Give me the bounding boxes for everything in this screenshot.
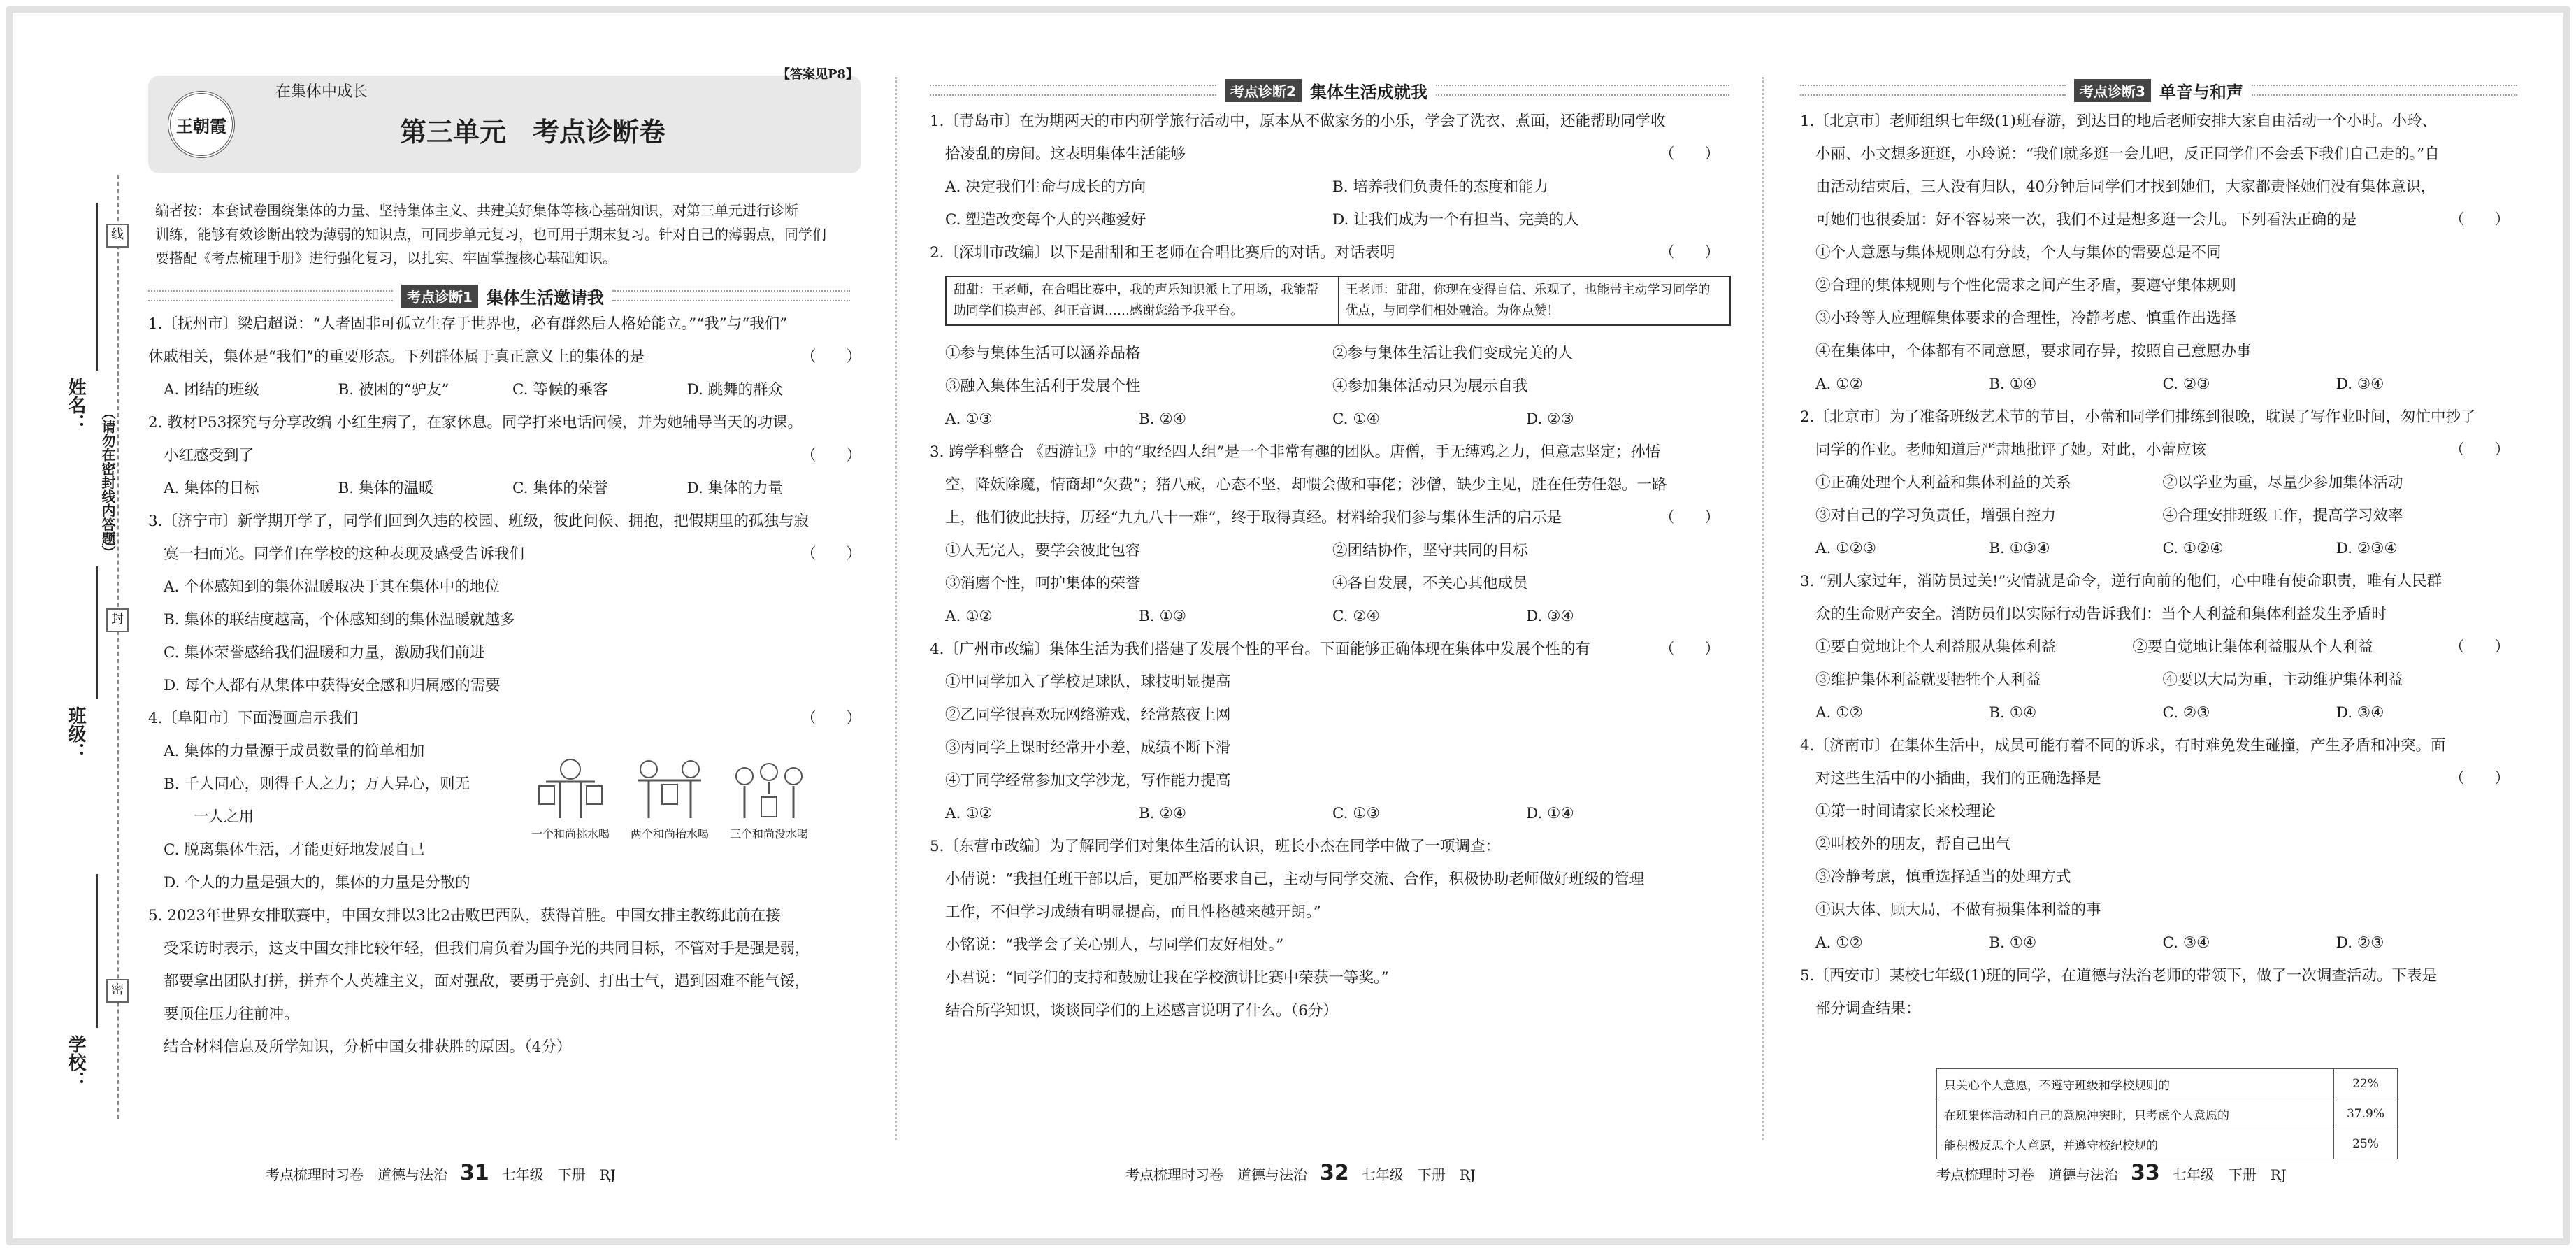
question-text: 1.〔抚州市〕梁启超说：“人者固非可孤立生存于世界也，必有群然后人格始能立。”“我”与“我们” [148, 315, 788, 333]
question-text: 1.〔青岛市〕在为期两天的市内研学旅行活动中，原本从不做家务的小乐，学会了洗衣、煮面，还能帮助同学收 [930, 113, 1666, 130]
answer-option[interactable]: C. ③④ [2162, 934, 2210, 952]
column-divider [895, 77, 897, 1140]
answer-options [930, 567, 1720, 600]
question-text: 受采访时表示，这支中国女排比较年轻，但我们肩负着为国争光的共同目标，不管对手是强是弱， [164, 940, 810, 957]
question-line [1800, 828, 2510, 861]
answer-option[interactable]: A. 团结的班级 [164, 381, 259, 399]
question-line [930, 962, 1720, 994]
question-text: 拾凌乱的房间。这表明集体生活能够 [945, 145, 1186, 163]
answer-option[interactable]: ②以学业为重，尽量少参加集体活动 [2162, 474, 2403, 492]
question-text: 2. 教材P53探究与分享改编 小红生病了，在家休息。同学打来电话问候，并为她辅导当天的功课。 [148, 414, 803, 431]
question-line [930, 138, 1720, 171]
question-text: B. 集体的联结度越高，个体感知到的集体温暖就越多 [164, 611, 515, 629]
page-number: 32 [1320, 1161, 1349, 1185]
question-text: A. 个体感知到的集体温暖取决于其在集体中的地位 [164, 578, 500, 596]
column-divider [1762, 77, 1764, 1140]
question-text: 寞一扫而光。同学们在学校的这种表现及感受告诉我们 [164, 545, 525, 563]
question-text: 4.〔济南市〕在集体生活中，成员可能有着不同的诉求，有时难免发生碰撞，产生矛盾和冲突。面 [1800, 737, 2446, 755]
answer-option[interactable]: ③对自己的学习负责任，增强自控力 [1815, 507, 2057, 524]
question-line [1800, 762, 2510, 795]
seal-mark-mi: 密 [106, 979, 129, 1003]
answer-options [930, 171, 1720, 203]
question-line [930, 994, 1720, 1027]
survey-item: 能积极反思个人意愿，并遵守校纪校规的 [1937, 1129, 2334, 1159]
answer-option[interactable]: ③消磨个性，呵护集体的荣誉 [945, 575, 1141, 592]
seal-mark-feng: 封 [106, 608, 129, 632]
answer-option[interactable]: B. 培养我们负责任的态度和能力 [1332, 178, 1548, 196]
survey-item: 在班集体活动和自己的意愿冲突时，只考虑个人意愿的 [1937, 1099, 2334, 1129]
question-text: ①甲同学加入了学校足球队，球技明显提高 [945, 673, 1231, 691]
answer-options [930, 203, 1720, 236]
question-line [930, 236, 1720, 269]
answer-bracket[interactable]: （ ） [800, 348, 861, 366]
question-text: ②叫校外的朋友，帮自己出气 [1815, 836, 2011, 853]
question-line [930, 863, 1720, 896]
answer-option[interactable]: A. ①② [1815, 376, 1863, 393]
survey-value: 37.9% [2334, 1099, 2398, 1129]
page-footer-32: 考点梳理时习卷 道德与法治 32 七年级 下册 RJ [1125, 1161, 1476, 1185]
question-line [1800, 894, 2510, 927]
question-line [148, 538, 861, 571]
question-text: D. 个人的力量是强大的，集体的力量是分散的 [164, 874, 470, 892]
answer-options [930, 797, 1720, 830]
answer-option[interactable]: ④合理安排班级工作，提高学习效率 [2162, 507, 2403, 524]
question-line [148, 636, 861, 669]
answer-option[interactable]: ③维护集体利益就要牺牲个人利益 [1815, 671, 2041, 689]
question-text: 3. “别人家过年，消防员过关!”灾情就是命令，逆行向前的他们，心中唯有使命职责，唯有人民群 [1800, 573, 2442, 590]
answer-option[interactable]: ①正确处理个人利益和集体利益的关系 [1815, 474, 2071, 492]
question-text: 小铭说：“我学会了关心别人，与同学们友好相处。” [945, 936, 1284, 954]
answer-option[interactable]: A. ①② [1815, 934, 1863, 952]
answer-option[interactable]: ①要自觉地让个人利益服从集体利益 [1815, 638, 2057, 656]
answer-option[interactable]: C. ①④ [1332, 410, 1380, 428]
answer-bracket[interactable]: （ ） [2449, 638, 2510, 656]
table-row [1937, 1129, 2398, 1159]
question-line [1800, 434, 2510, 466]
answer-options [930, 600, 1720, 633]
answer-option[interactable]: D. 让我们成为一个有担当、完美的人 [1332, 211, 1579, 229]
question-line [1800, 335, 2510, 368]
question-line [930, 830, 1720, 863]
answer-options [930, 534, 1720, 567]
answer-bracket[interactable]: （ ） [800, 545, 861, 563]
answer-option[interactable]: B. ①④ [1989, 376, 2037, 393]
seal-mark-xian: 线 [106, 224, 129, 248]
question-text: B. 千人同心，则得千人之力；万人异心，则无 [164, 775, 470, 793]
survey-body [1937, 1069, 2398, 1159]
question-text: C. 集体荣誉感给我们温暖和力量，激励我们前进 [164, 644, 485, 662]
answer-option[interactable]: D. ③④ [2336, 704, 2384, 722]
question-text: ①第一时间请家长来校理论 [1815, 803, 1996, 820]
question-line [1800, 598, 2510, 631]
question-line [148, 899, 861, 932]
question-line [930, 105, 1720, 138]
question-line [148, 505, 861, 538]
class-label: 班级： [65, 706, 86, 761]
cartoon-caption: 三个和尚没水喝 [730, 827, 809, 841]
seal-note: （请勿在密封线内答题） [99, 406, 116, 559]
question-line [148, 308, 861, 341]
question-text: ②合理的集体规则与个性化需求之间产生矛盾，要遵守集体规则 [1815, 277, 2237, 294]
question-line [1800, 105, 2510, 138]
answer-option[interactable]: A. ①② [945, 608, 993, 625]
answer-option[interactable]: ②参与集体生活让我们变成完美的人 [1332, 345, 1574, 362]
answer-bracket[interactable]: （ ） [800, 447, 861, 464]
answer-bracket[interactable]: （ ） [2449, 770, 2510, 787]
page-footer-33: 考点梳理时习卷 道德与法治 33 七年级 下册 RJ [1936, 1161, 2287, 1185]
question-text: 4.〔广州市改编〕集体生活为我们搭建了发展个性的平台。下面能够正确体现在集体中发展个性的有 [930, 641, 1591, 658]
question-text: 工作，不但学习成绩有明显提高，而且性格越来越开朗。” [945, 903, 1321, 921]
survey-value: 22% [2334, 1069, 2398, 1099]
answer-option[interactable]: C. 塑造改变每个人的兴趣爱好 [945, 211, 1146, 229]
question-line [148, 932, 861, 965]
answer-option[interactable]: B. 被困的“驴友” [338, 381, 449, 399]
name-label: 姓名： [65, 378, 86, 432]
answer-option[interactable]: C. ②④ [1332, 608, 1380, 625]
question-text: 一人之用 [164, 808, 254, 826]
answer-option[interactable]: B. ①④ [1989, 934, 2037, 952]
question-line [930, 501, 1720, 534]
question-line [1800, 795, 2510, 828]
question-text: 5.〔东营市改编〕为了解同学们对集体生活的认识，班长小杰在同学中做了一项调查： [930, 838, 1501, 855]
question-text: 5.〔西安市〕某校七年级(1)班的同学，在道德与法治老师的带领下，做了一次调查活动。下表是 [1800, 967, 2437, 985]
question-text: 结合材料信息及所学知识，分析中国女排获胜的原因。（4分） [164, 1038, 572, 1056]
answer-option[interactable]: D. ①④ [1526, 805, 1574, 822]
question-line [148, 965, 861, 998]
question-text: D. 每个人都有从集体中获得安全感和归属感的需要 [164, 677, 501, 694]
answer-option[interactable]: C. ①③ [1332, 805, 1380, 822]
answer-option[interactable]: D. ③④ [2336, 376, 2384, 393]
class-blank[interactable] [96, 566, 98, 699]
section-header-2: 考点诊断2 集体生活成就我 [930, 80, 1729, 101]
answer-options [1800, 532, 2510, 565]
question-line [930, 699, 1720, 731]
answer-option[interactable]: B. ②④ [1139, 805, 1187, 822]
question-text: A. 集体的力量源于成员数量的简单相加 [164, 743, 425, 760]
survey-table [1936, 1068, 2398, 1159]
answer-options [1800, 696, 2510, 729]
answer-options [1800, 368, 2510, 401]
question-text: ②乙同学很喜欢玩网络游戏，经常熬夜上网 [945, 706, 1231, 724]
question-text: 对这些生活中的小插曲，我们的正确选择是 [1815, 770, 2101, 787]
name-blank[interactable] [96, 203, 98, 371]
question-text: 1.〔北京市〕老师组织七年级(1)班春游，到达目的地后老师安排大家自由活动一个小时。小玲、 [1800, 113, 2437, 130]
question-text: ③冷静考虑，慎重选择适当的处理方式 [1815, 868, 2071, 886]
question-text: C. 脱离集体生活，才能更好地发展自己 [164, 841, 425, 859]
cartoon-caption: 两个和尚抬水喝 [631, 827, 710, 841]
table-row [1937, 1099, 2398, 1129]
answer-option[interactable]: D. ③④ [1526, 608, 1574, 625]
answer-bracket[interactable]: （ ） [1659, 145, 1720, 163]
monk-cartoon [531, 748, 808, 841]
answer-option[interactable]: ③融入集体生活利于发展个性 [945, 378, 1141, 395]
answer-option[interactable]: B. ①④ [1989, 704, 2037, 722]
survey-item: 只关心个人意愿，不遵守班级和学校规则的 [1937, 1069, 2334, 1099]
dialogue-box [945, 276, 1731, 326]
question-line [1800, 992, 2510, 1025]
answer-option[interactable]: A. 决定我们生命与成长的方向 [945, 178, 1146, 196]
question-line [1800, 171, 2510, 203]
page-footer-31: 考点梳理时习卷 道德与法治 31 七年级 下册 RJ [266, 1161, 616, 1185]
answer-option[interactable]: ④各自发展，不关心其他成员 [1332, 575, 1528, 592]
answer-option[interactable]: D. 集体的力量 [686, 480, 784, 497]
question-text: ③小玲等人应理解集体要求的合理性，冷静考虑、慎重作出选择 [1815, 310, 2237, 327]
page-number: 31 [460, 1161, 489, 1185]
answer-options [930, 337, 1720, 370]
question-line [148, 571, 861, 603]
question-line [148, 341, 861, 373]
question-text: 可她们也很委屈：好不容易来一次，我们不过是想多逛一会儿。下列看法正确的是 [1815, 211, 2357, 229]
answer-bracket[interactable]: （ ） [1659, 641, 1720, 658]
questions-column-3 [1800, 105, 2510, 1025]
answer-option[interactable]: C. 等候的乘客 [512, 381, 608, 399]
seal-sidebar [63, 175, 124, 1119]
question-line [930, 896, 1720, 929]
question-line [930, 929, 1720, 962]
answer-option[interactable]: B. 集体的温暖 [338, 480, 434, 497]
answer-options [1800, 927, 2510, 959]
answer-options [148, 472, 861, 505]
cartoon-panel [531, 748, 610, 841]
question-line [930, 633, 1720, 666]
question-text: ④识大体、顾大局，不做有损集体利益的事 [1815, 901, 2101, 919]
question-line [1800, 401, 2510, 434]
answer-option[interactable]: C. 集体的荣誉 [512, 480, 608, 497]
question-line [1800, 236, 2510, 269]
question-text: 要顶住压力往前冲。 [164, 1006, 299, 1023]
question-text: ③丙同学上课时经常开小差，成绩不断下滑 [945, 739, 1231, 757]
question-line [148, 866, 861, 899]
question-text: 部分调查结果： [1815, 1000, 1921, 1017]
question-line [148, 603, 861, 636]
question-text: 2.〔深圳市改编〕以下是甜甜和王老师在合唱比赛后的对话。对话表明 [930, 244, 1395, 262]
question-line [1800, 138, 2510, 171]
question-text: 众的生命财产安全。消防员们以实际行动告诉我们：当个人利益和集体利益发生矛盾时 [1815, 606, 2387, 623]
answer-option[interactable]: ②要自觉地让集体利益服从个人利益 [2132, 638, 2373, 656]
questions-column-2a [930, 105, 1720, 269]
question-text: 休戚相关，集体是“我们”的重要形态。下列群体属于真正意义上的集体的是 [148, 348, 645, 366]
question-line [1800, 729, 2510, 762]
question-text: 由活动结束后，三人没有归队，40分钟后同学们才找到她们，大家都责怪她们没有集体意识， [1815, 178, 2436, 196]
answer-option[interactable]: A. ①②③ [1815, 540, 1877, 557]
question-text: 小君说：“同学们的支持和鼓励让我在学校演讲比赛中荣获一等奖。” [945, 969, 1389, 987]
question-line [148, 702, 861, 735]
school-blank[interactable] [96, 874, 98, 1028]
cartoon-caption: 一个和尚挑水喝 [531, 827, 610, 841]
question-line [1800, 302, 2510, 335]
editor-note: 编者按：本套试卷围绕集体的力量、坚持集体主义、共建美好集体等核心基础知识，对第三单元进行诊断 训练，能够有效诊断出较为薄弱的知识点，可同步单元复习，也可用于期末复习。针对自己的薄弱点，同学们 要搭配《考点梳理手册》进行强化复习，以扎实、牢固掌握核心基础知识。 [155, 202, 826, 266]
cartoon-panel [631, 748, 709, 841]
answer-bracket[interactable]: （ ） [1659, 244, 1720, 262]
answer-option[interactable]: C. ②③ [2162, 704, 2210, 722]
question-text: 5. 2023年世界女排联赛中，中国女排以3比2击败巴西队，获得首胜。中国女排主教练此前在接 [148, 907, 781, 924]
answer-options [148, 373, 861, 406]
questions-column-2b [930, 337, 1720, 1027]
question-line [1800, 861, 2510, 894]
question-text: 同学的作业。老师知道后严肃地批评了她。对此，小蕾应该 [1815, 441, 2207, 459]
answer-options [1800, 466, 2510, 499]
answer-bracket[interactable]: （ ） [800, 710, 861, 727]
unit-name: 在集体中成长 [275, 83, 368, 101]
question-line [1800, 565, 2510, 598]
answer-bracket[interactable]: （ ） [1659, 509, 1720, 527]
answer-options [1800, 631, 2449, 664]
answer-option[interactable]: D. 跳舞的群众 [686, 381, 784, 399]
answer-option[interactable]: A. ①② [945, 805, 993, 822]
question-line [930, 666, 1720, 699]
answer-option[interactable]: ④参加集体活动只为展示自我 [1332, 378, 1528, 395]
answer-option[interactable]: A. ①② [1815, 704, 1863, 722]
answer-options [930, 403, 1720, 436]
question-line [148, 1031, 861, 1064]
question-line [930, 436, 1720, 469]
question-line [148, 406, 861, 439]
question-line [930, 469, 1720, 501]
question-text: 3.〔济宁市〕新学期开学了，同学们回到久违的校园、班级，彼此问候、拥抱，把假期里的孤独与寂 [148, 513, 810, 530]
answer-option[interactable]: C. ②③ [2162, 376, 2210, 393]
question-text: 2.〔北京市〕为了准备班级艺术节的节目，小蕾和同学们排练到很晚，耽误了写作业时间，匆忙中抄了 [1800, 408, 2476, 426]
questions-column-1 [148, 308, 861, 1064]
answer-option[interactable]: A. ①③ [945, 410, 993, 428]
answer-option[interactable]: B. ②④ [1139, 410, 1187, 428]
question-text: 小红感受到了 [164, 447, 254, 464]
answer-option[interactable]: ②团结协作，坚守共同的目标 [1332, 542, 1528, 559]
question-text: 空，降妖除魔，情商却“欠费”；猪八戒，心态不坚，却惯会做和事佬；沙僧，缺少主见，胜在任劳任怨。一路 [945, 476, 1667, 494]
question-text: 都要拿出团队打拼，拼弃个人英雄主义，面对强敌，要勇于亮剑、打出士气，遇到困难不能气馁， [164, 973, 810, 990]
question-text: 结合所学知识，谈谈同学们的上述感言说明了什么。（6分） [945, 1002, 1338, 1020]
answer-option[interactable]: A. 集体的目标 [164, 480, 259, 497]
answer-options [1800, 499, 2510, 532]
answer-options [1800, 664, 2510, 696]
answer-bracket[interactable]: （ ） [2449, 211, 2510, 229]
table-row [1937, 1069, 2398, 1099]
seal-line [117, 175, 119, 1119]
question-line [1800, 203, 2510, 236]
question-text: 3. 跨学科整合 《西游记》中的“取经四人组”是一个非常有趣的团队。唐僧，手无缚鸡之力，但意志坚定；孙悟 [930, 443, 1661, 461]
question-line [930, 764, 1720, 797]
question-text: 上，他们彼此扶持，历经“九九八十一难”，终于取得真经。材料给我们参与集体生活的启示是 [945, 509, 1562, 527]
question-line [1800, 959, 2510, 992]
question-text: 小倩说：“我担任班干部以后，更加严格要求自己，主动与同学交流、合作，积极协助老师做好班级的管理 [945, 871, 1644, 888]
school-label: 学校： [65, 1035, 86, 1089]
answer-option[interactable]: ④要以大局为重，主动维护集体利益 [2162, 671, 2403, 689]
question-line [148, 669, 861, 702]
question-line [1800, 269, 2510, 302]
answer-option[interactable]: D. ②③④ [2336, 540, 2398, 557]
survey-value: 25% [2334, 1129, 2398, 1159]
answer-option[interactable]: B. ①③ [1139, 608, 1187, 625]
question-text: ①个人意愿与集体规则总有分歧，个人与集体的需要总是不同 [1815, 244, 2222, 262]
section-header-1: 考点诊断1 集体生活邀请我 [148, 285, 850, 306]
publisher-logo: 王朝霞 [168, 91, 235, 158]
question-line [148, 439, 861, 472]
question-line [930, 731, 1720, 764]
section-header-3: 考点诊断3 单音与和声 [1800, 80, 2517, 101]
answer-reference: 【答案见P8】 [777, 67, 859, 82]
question-text: 4.〔阜阳市〕下面漫画启示我们 [148, 710, 359, 727]
question-text: ④在集体中，个体都有不同意愿，要求同存异，按照自己意愿办事 [1815, 343, 2252, 360]
answer-option[interactable]: ①参与集体生活可以涵养品格 [945, 345, 1141, 362]
question-text: 小丽、小文想多逛逛，小玲说：“我们就多逛一会儿吧，反正同学们不会丢下我们自己走的。”自 [1815, 145, 2440, 163]
answer-option[interactable]: D. ②③ [1526, 410, 1574, 428]
answer-bracket[interactable]: （ ） [2449, 441, 2510, 459]
answer-option[interactable]: ①人无完人，要学会彼此包容 [945, 542, 1141, 559]
page-title: 第三单元 考点诊断卷 [400, 117, 666, 148]
dialogue-tiantian: 甜甜：王老师，在合唱比赛中，我的声乐知识派上了用场，我能帮助同学们换声部、纠正音调……感谢您给予我平台。 [954, 283, 1318, 318]
answer-option[interactable]: D. ②③ [2336, 934, 2384, 952]
page-number: 33 [2131, 1161, 2160, 1185]
question-text: ④丁同学经常参加文学沙龙，写作能力提高 [945, 772, 1231, 789]
answer-option[interactable]: C. ①②④ [2162, 540, 2224, 557]
dialogue-teacher: 王老师：甜甜，你现在变得自信、乐观了，也能带主动学习同学的优点，与同学们相处融洽。为你点赞！ [1338, 277, 1730, 324]
unit-header [148, 67, 861, 173]
question-line [148, 998, 861, 1031]
cartoon-panel [730, 748, 808, 841]
answer-option[interactable]: B. ①③④ [1989, 540, 2050, 557]
answer-options [930, 370, 1720, 403]
